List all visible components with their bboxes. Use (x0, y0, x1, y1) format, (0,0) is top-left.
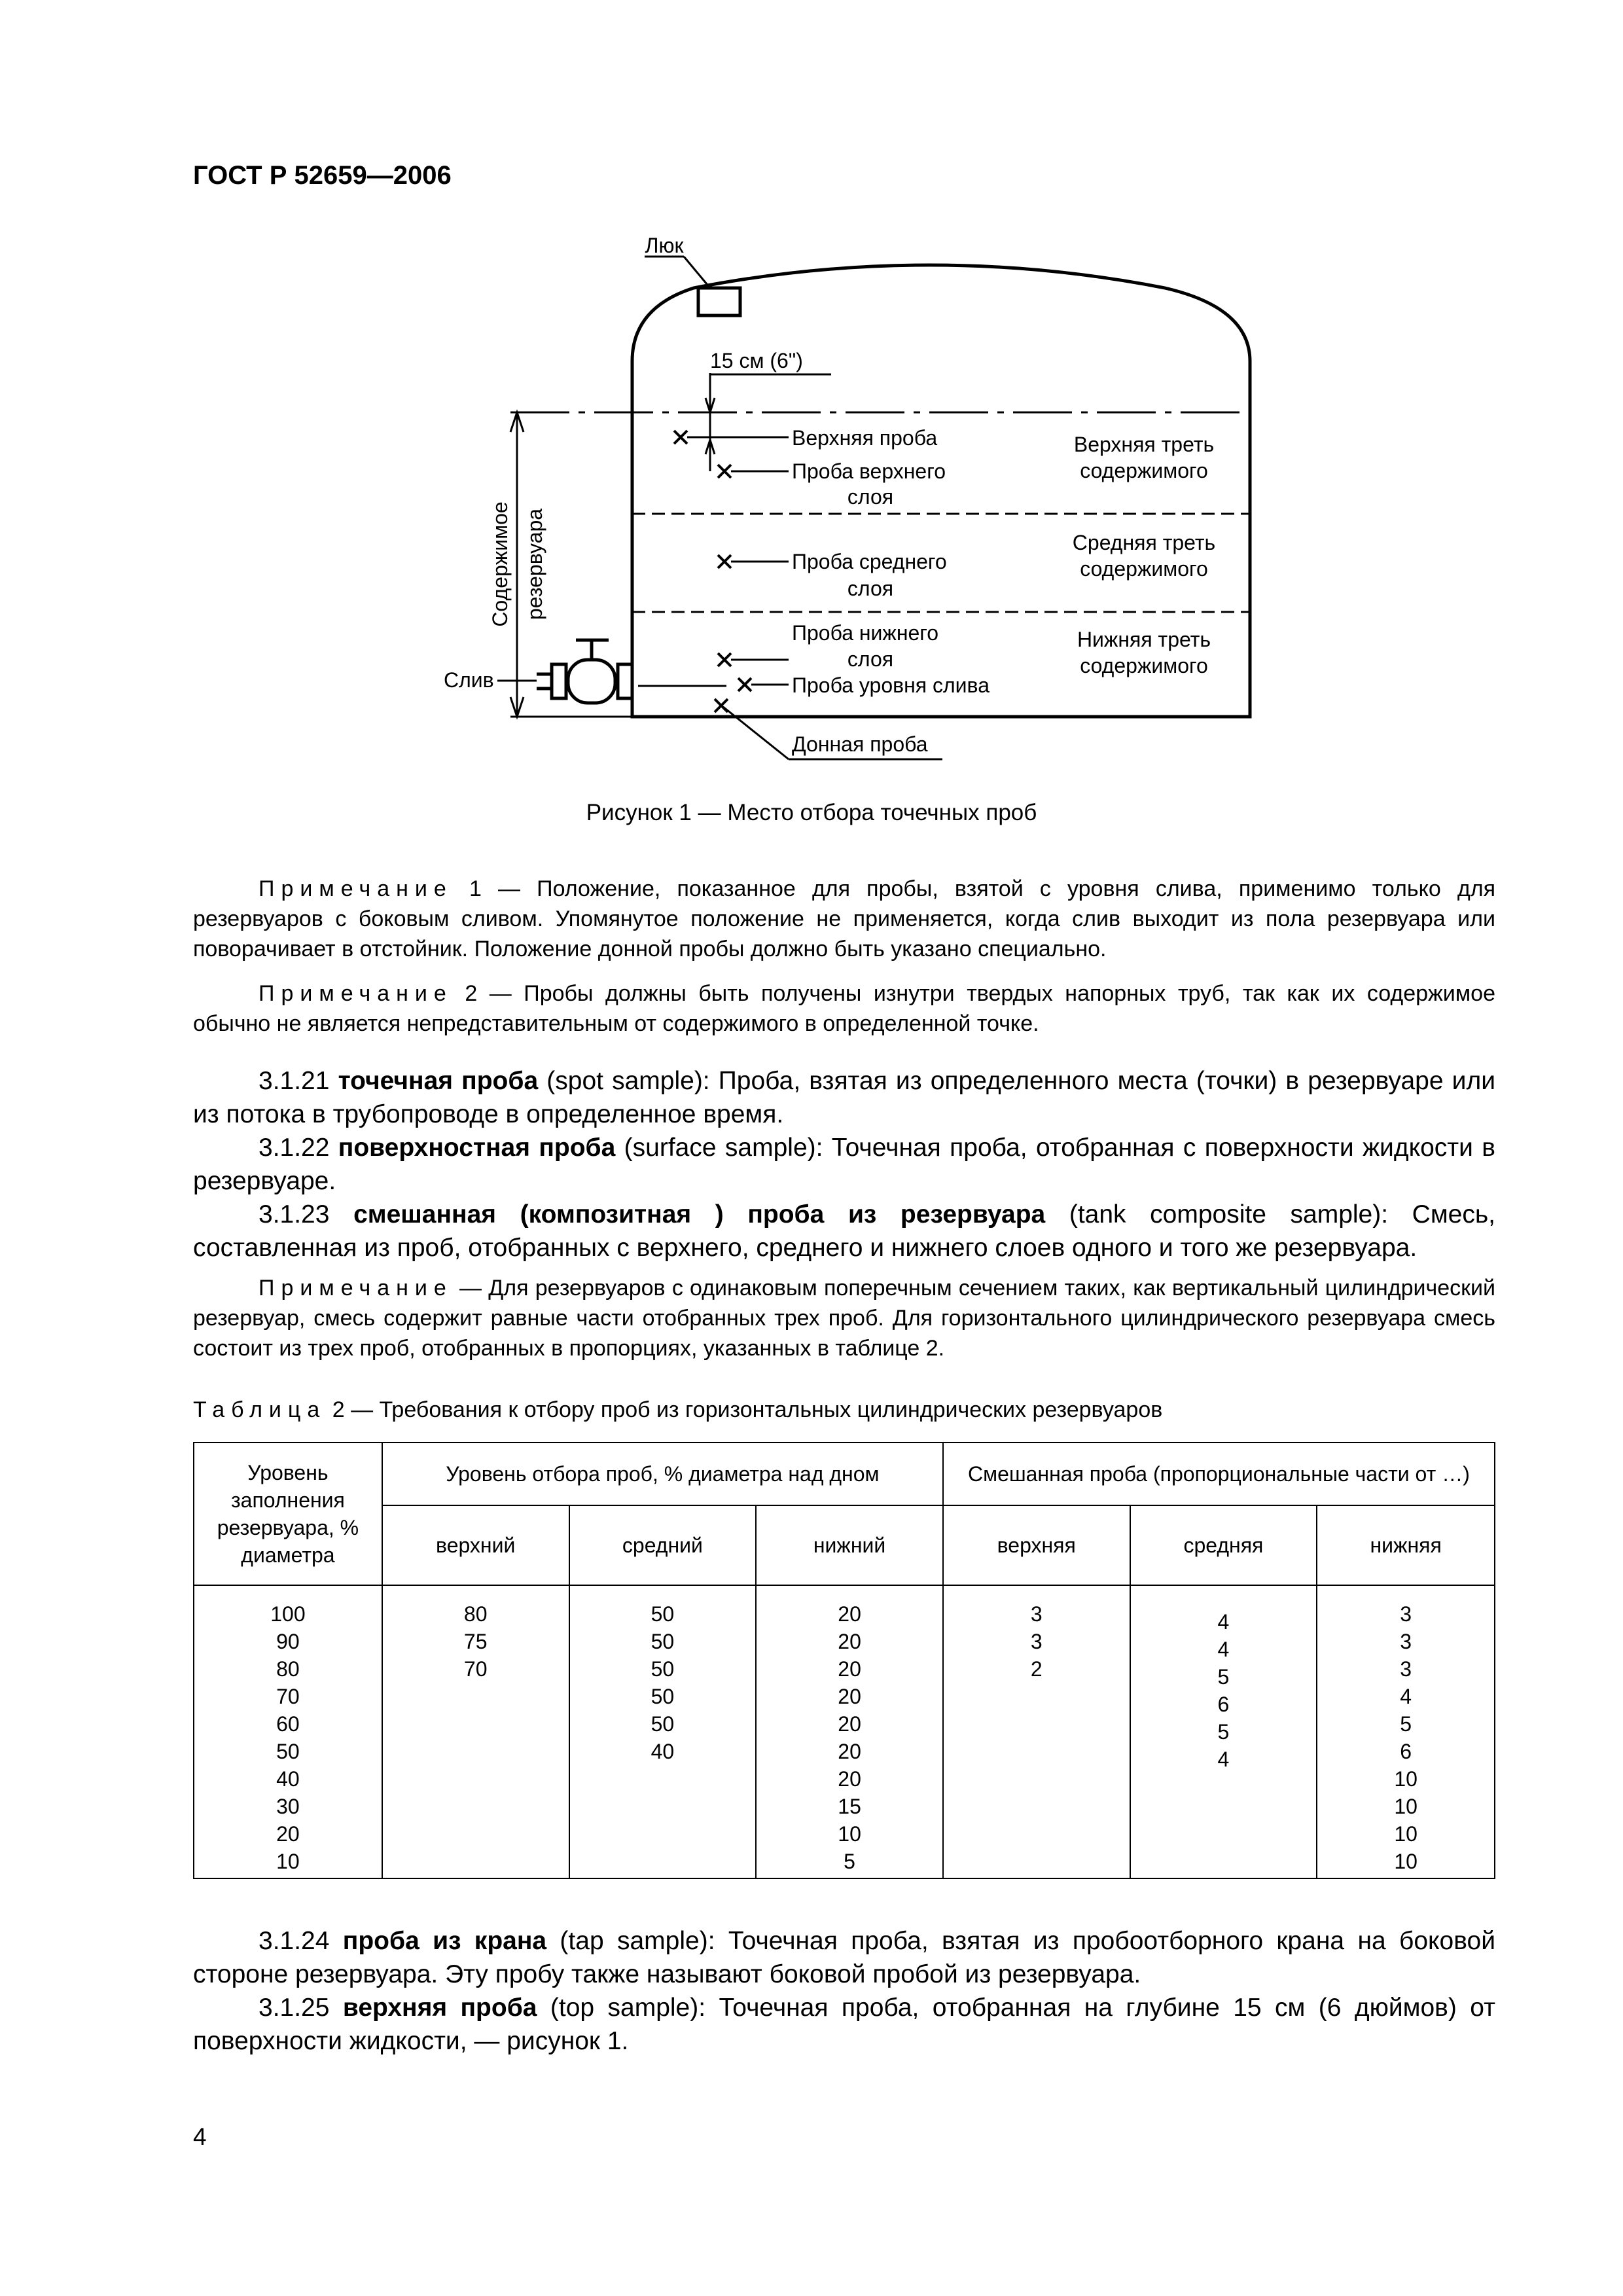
table-cell: 50 (276, 1740, 300, 1763)
table-cell: 20 (838, 1630, 861, 1653)
table-cell: 3 (1030, 1630, 1043, 1653)
drain-valve (537, 640, 632, 703)
drain-label: Слив (444, 668, 494, 692)
document-header: ГОСТ Р 52659—2006 (193, 161, 452, 190)
hatch-label: Люк (645, 234, 684, 257)
table-cell: 3 (1400, 1630, 1412, 1653)
term-3-1-24: 3.1.24 проба из крана (tap sample): Точечная проба, взятая из пробоотборного крана на боковой стороне резервуара. Эту пробу также называют боковой пробой из резервуара. (193, 1927, 1495, 1988)
table-cell: 5 (844, 1850, 855, 1873)
table-cell: 10 (276, 1850, 300, 1873)
header-lower-fraction: нижняя (1317, 1505, 1495, 1585)
table-cell: 20 (838, 1767, 861, 1791)
outlet-level-label: Проба уровня слива (792, 673, 990, 697)
table-cell: 5 (1217, 1665, 1230, 1689)
col-comp-upper (943, 1585, 1130, 1878)
header-lower: нижний (756, 1505, 943, 1585)
table-cell: 3 (1030, 1602, 1043, 1626)
table-cell: 6 (1217, 1693, 1230, 1716)
term-3-1-22: 3.1.22 поверхностная проба (surface sample): Точечная проба, отобранная с поверхности жидкости в резервуаре. (193, 1134, 1495, 1195)
table-cell: 20 (838, 1602, 861, 1626)
col-upper (382, 1585, 569, 1878)
table-cell: 15 (838, 1795, 861, 1818)
table-cell: 10 (838, 1822, 861, 1846)
table-cell: 50 (651, 1630, 675, 1653)
table-cell: 20 (838, 1712, 861, 1736)
page-number: 4 (193, 2123, 207, 2150)
term-3-1-21: 3.1.21 точечная проба (spot sample): Проба, взятая из определенного места (точки) в резервуаре или из потока в трубопроводе в определенное время. (193, 1067, 1496, 1128)
table-cell: 10 (1394, 1795, 1418, 1818)
table-cell: 10 (1394, 1767, 1418, 1791)
table-cell: 80 (463, 1602, 488, 1626)
col-comp-lower (1317, 1585, 1495, 1878)
table-cell: 4 (1217, 1610, 1230, 1634)
svg-text:содержимого: содержимого (1080, 654, 1208, 677)
table-cell: 10 (1394, 1822, 1418, 1846)
svg-text:слоя: слоя (847, 647, 894, 671)
col-comp-middle (1130, 1585, 1317, 1878)
table-cell: 5 (1217, 1720, 1230, 1744)
table-cell: 80 (276, 1657, 300, 1681)
lower-third-label: Нижняя треть (1077, 628, 1211, 651)
table-cell: 50 (651, 1685, 675, 1708)
header-middle: средний (569, 1505, 757, 1585)
term-3-1-25: 3.1.25 верхняя проба (top sample): Точечная проба, отобранная на глубине 15 см (6 дюймов) от поверхности жидкости, — рисунок 1. (193, 1994, 1495, 2055)
tank-sampling-diagram (0, 0, 1623, 851)
table-cell: 20 (838, 1685, 861, 1708)
table-cell: 2 (1030, 1657, 1043, 1681)
table-cell: 30 (276, 1795, 300, 1818)
header-middle-fraction: средняя (1130, 1505, 1317, 1585)
header-upper: верхний (382, 1505, 569, 1585)
svg-text:резервуара: резервуара (523, 508, 546, 620)
upper-layer-label: Проба верхнего (792, 459, 946, 483)
table-cell: 50 (651, 1657, 675, 1681)
table-cell: 70 (276, 1685, 300, 1708)
table-cell: 60 (276, 1712, 300, 1736)
header-sampling-level: Уровень отбора проб, % диаметра над дном (382, 1443, 943, 1505)
note-1: Примечание 1 — Положение, показанное для пробы, взятой с уровня слива, применимо только для резервуаров с боковым сливом. Упомянутое положение не применяется, когда слив выходит из пола резервуара или поворачивает в отстойник. Положение донной пробы должно быть указано специально. (193, 876, 1495, 961)
header-fill-level: Уровень заполнения резервуара, % диаметра (194, 1443, 382, 1585)
note-2: Примечание 2 — Пробы должны быть получены изнутри твердых напорных труб, так как их содержимое обычно не является непредставительным от содержимого в определенной точке. (193, 981, 1495, 1036)
table-cell: 4 (1217, 1638, 1230, 1661)
table-cell: 50 (651, 1712, 675, 1736)
table-cell: 20 (838, 1657, 861, 1681)
bottom-sample-label: Донная проба (792, 732, 928, 756)
table-cell: 40 (276, 1767, 300, 1791)
term-3-1-23: 3.1.23 смешанная (композитная ) проба из резервуара (tank composite sample): Смесь, составленная из проб, отобранных с верхнего, среднего и нижнего слоев одного и того же резервуара. (193, 1200, 1495, 1262)
header-upper-fraction: верхняя (943, 1505, 1130, 1585)
table-cell: 4 (1217, 1748, 1230, 1771)
lower-layer-label: Проба нижнего (792, 621, 939, 645)
svg-text:слоя: слоя (847, 485, 894, 509)
svg-text:содержимого: содержимого (1080, 459, 1208, 482)
middle-layer-label: Проба среднего (792, 550, 947, 573)
upper-third-label: Верхняя треть (1073, 433, 1215, 456)
table-cell: 75 (463, 1630, 488, 1653)
note-3: Примечание — Для резервуаров с одинаковым поперечным сечением таких, как вертикальный цилиндрический резервуар, смесь содержит равные части отобранных трех проб. Для горизонтального цилиндрического резервуара смесь состоит из трех проб, отобранных в пропорциях, указанных в таблице 2. (193, 1276, 1495, 1361)
col-middle (569, 1585, 757, 1878)
table-cell: 40 (651, 1740, 675, 1763)
middle-third-label: Средняя треть (1072, 531, 1216, 554)
figure-caption: Рисунок 1 — Место отбора точечных проб (586, 800, 1037, 825)
table-cell: 6 (1400, 1740, 1412, 1763)
header-composite: Смешанная проба (пропорциональные части от …) (943, 1443, 1495, 1505)
top-sample-label: Верхняя проба (792, 426, 938, 450)
svg-text:содержимого: содержимого (1080, 557, 1208, 581)
svg-text:слоя: слоя (847, 577, 894, 600)
table-cell: 100 (270, 1602, 306, 1626)
table-cell: 3 (1400, 1602, 1412, 1626)
table-caption: Таблица 2 — Требования к отбору проб из горизонтальных цилиндрических резервуаров (193, 1397, 1163, 1422)
table-cell: 50 (651, 1602, 675, 1626)
table-cell: 20 (838, 1740, 861, 1763)
table-cell: 3 (1400, 1657, 1412, 1681)
table-cell: 10 (1394, 1850, 1418, 1873)
table-cell: 5 (1400, 1712, 1412, 1736)
col-fill-level (194, 1585, 382, 1878)
hatch (698, 288, 740, 315)
table-cell: 90 (276, 1630, 300, 1653)
table-cell: 70 (463, 1657, 488, 1681)
sampling-table (193, 1442, 1495, 1879)
table-cell: 4 (1400, 1685, 1412, 1708)
contents-label: Содержимое (488, 501, 512, 627)
col-lower (756, 1585, 943, 1878)
table-cell: 20 (276, 1822, 300, 1846)
depth-label: 15 см (6") (710, 349, 803, 372)
